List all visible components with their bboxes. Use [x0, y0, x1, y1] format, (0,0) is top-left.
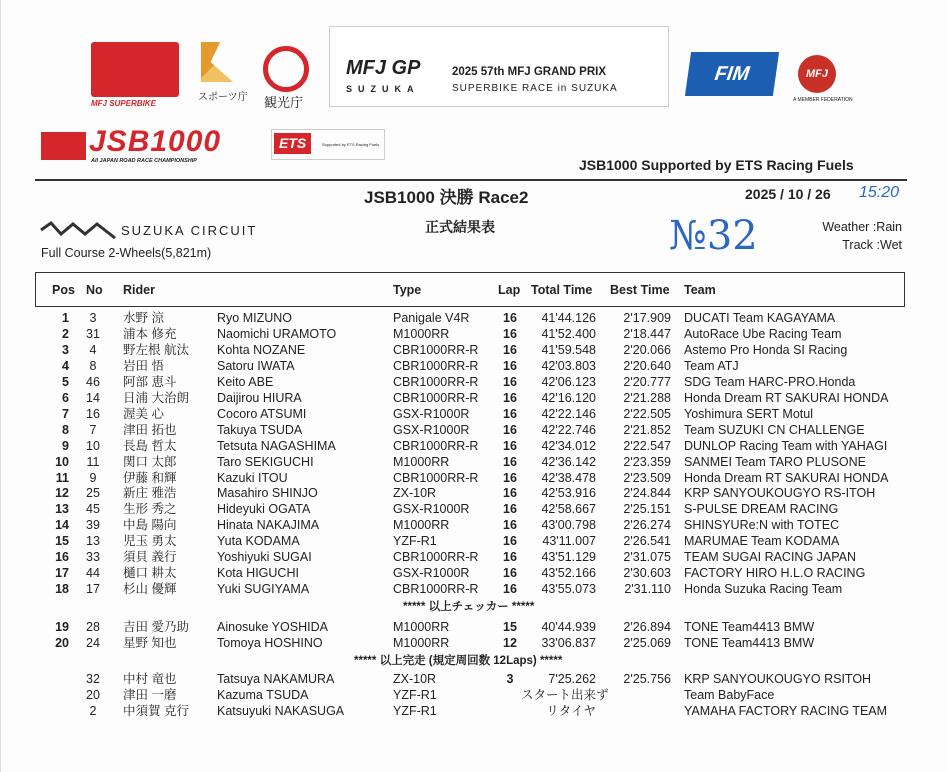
cell-team: Honda Dream RT SAKURAI HONDA: [684, 470, 889, 485]
cell-team: Honda Dream RT SAKURAI HONDA: [684, 390, 889, 405]
cell-no: 11: [86, 454, 100, 469]
fim-logo-text: FIM: [713, 63, 751, 85]
cell-en: Hideyuki OGATA: [217, 502, 311, 517]
cell-jp: 津田 拓也: [123, 422, 177, 437]
cell-no: 16: [86, 406, 100, 421]
cell-total: 40'44.939: [541, 620, 596, 634]
cell-team: Team ATJ: [684, 358, 739, 373]
table-row: [1, 375, 947, 391]
cell-type: CBR1000RR-R: [393, 342, 479, 357]
col-no: No: [86, 283, 103, 297]
cell-team: SHINSYURe:N with TOTEC: [684, 518, 840, 533]
cell-lap: 16: [503, 438, 517, 453]
cell-jp: 日浦 大治朗: [123, 390, 189, 405]
race-date: 2025 / 10 / 26: [745, 186, 831, 202]
cell-team: DUNLOP Racing Team with YAHAGI: [684, 438, 888, 453]
cell-lap: 16: [503, 358, 517, 373]
cell-best: 2'23.359: [623, 454, 671, 469]
cell-team: KRP SANYOUKOUGYO RSITOH: [684, 672, 872, 686]
suzuka-circuit-logo: [39, 220, 258, 247]
cell-en: Kohta NOZANE: [217, 342, 306, 357]
table-row: [1, 672, 947, 688]
cell-lap: 16: [503, 454, 517, 469]
cell-jp: 星野 知也: [123, 636, 177, 650]
cell-best: 2'22.547: [623, 438, 671, 453]
cell-total: 43'52.166: [541, 566, 596, 581]
cell-type: GSX-R1000R: [393, 422, 470, 437]
cell-best: 2'20.640: [623, 358, 671, 373]
cell-best: 2'21.852: [623, 422, 671, 437]
cell-best: 2'20.777: [623, 374, 671, 389]
cell-en: Yuta KODAMA: [217, 534, 300, 549]
cell-team: Astemo Pro Honda SI Racing: [684, 342, 848, 357]
cell-jp: 津田 一磨: [123, 688, 177, 702]
cell-total: 41'52.400: [541, 326, 596, 341]
sponsor-line: JSB1000 Supported by ETS Racing Fuels: [579, 157, 854, 173]
cell-pos: 16: [55, 550, 69, 565]
cell-no: 20: [86, 688, 100, 702]
cell-type: M1000RR: [393, 326, 450, 341]
cell-total: 42'22.146: [541, 406, 596, 421]
weather: Weather :Rain: [822, 220, 902, 234]
fim-logo: [685, 52, 779, 96]
cell-team: Team SUZUKI CN CHALLENGE: [684, 422, 865, 437]
table-header-box: [35, 272, 905, 307]
cell-jp: 中村 竜也: [123, 672, 177, 686]
cell-total: 42'34.012: [541, 438, 596, 453]
cell-no: 31: [86, 326, 100, 341]
cell-best: 2'25.069: [623, 636, 671, 650]
official-results-label: 正式結果表: [425, 219, 495, 235]
mfj-superbike-logo-text: MFJ SUPERBIKE: [91, 99, 156, 108]
cell-lap: 16: [503, 311, 517, 325]
cell-best: 2'30.603: [623, 566, 671, 581]
cell-best: 2'25.756: [623, 672, 671, 686]
cell-no: 3: [89, 311, 97, 325]
cell-no: 7: [89, 422, 97, 437]
cell-best: 2'17.909: [623, 311, 671, 325]
table-row: [1, 343, 947, 359]
cell-en: Masahiro SHINJO: [217, 486, 318, 501]
cell-total: 43'55.073: [541, 582, 596, 597]
cell-jp: 新庄 雅浩: [123, 486, 177, 501]
cell-pos: 1: [62, 311, 69, 325]
cell-no: 14: [86, 390, 100, 405]
event-banner: [329, 26, 669, 107]
cell-lap: 16: [503, 566, 517, 581]
cell-team: TONE Team4413 BMW: [684, 620, 815, 634]
cell-lap: 16: [503, 518, 517, 533]
cell-no: 9: [89, 470, 97, 485]
cell-best: 2'23.509: [623, 470, 671, 485]
cell-type: CBR1000RR-R: [393, 358, 479, 373]
ets-logo: [271, 129, 385, 160]
cell-pos: 8: [62, 422, 69, 437]
cell-total: 42'16.120: [541, 390, 596, 405]
cell-en: Tatsuya NAKAMURA: [217, 672, 335, 686]
cell-pos: 10: [55, 454, 69, 469]
mfj-logo-text: MFJ: [806, 68, 828, 80]
cell-lap: 12: [503, 636, 517, 650]
cell-team: Honda Suzuka Racing Team: [684, 582, 843, 597]
cell-best: 2'18.447: [623, 326, 671, 341]
cell-best: 2'26.894: [623, 620, 671, 634]
cell-lap: 16: [503, 406, 517, 421]
cell-jp: 杉山 優輝: [123, 582, 177, 597]
cell-best: 2'24.844: [623, 486, 671, 501]
cell-total: 43'51.129: [541, 550, 596, 565]
cell-jp: 須貝 義行: [123, 550, 177, 565]
cell-lap: 3: [506, 672, 514, 686]
cell-pos: 9: [62, 438, 69, 453]
cell-no: 25: [86, 486, 100, 501]
cell-en: Hinata NAKAJIMA: [217, 518, 320, 533]
cell-total: リタイヤ: [546, 704, 596, 718]
member-federation-text: A MEMBER FEDERATION: [793, 97, 853, 103]
cell-pos: 19: [55, 620, 69, 634]
cell-no: 8: [89, 358, 97, 373]
cell-best: 2'22.505: [623, 406, 671, 421]
cell-type: M1000RR: [393, 454, 450, 469]
table-row: [1, 359, 947, 375]
cell-lap: 16: [503, 550, 517, 565]
stamp-number: №32: [669, 213, 758, 259]
col-team: Team: [684, 283, 716, 297]
cell-best: 2'26.274: [623, 518, 671, 533]
header-rule: [35, 179, 907, 181]
cell-team: YAMAHA FACTORY RACING TEAM: [684, 704, 888, 718]
ets-logo-text: ETS: [274, 133, 311, 154]
cell-en: Cocoro ATSUMI: [217, 406, 307, 421]
cell-team: KRP SANYOUKOUGYO RS-ITOH: [684, 486, 876, 501]
suzuka-circuit-text: SUZUKA CIRCUIT: [121, 223, 258, 238]
cell-team: TONE Team4413 BMW: [684, 636, 815, 650]
cell-total: 42'03.803: [541, 358, 596, 373]
cell-no: 4: [89, 342, 97, 357]
cell-type: CBR1000RR-R: [393, 550, 479, 565]
cell-lap: 16: [503, 374, 517, 389]
cell-type: CBR1000RR-R: [393, 374, 479, 389]
jsb1000-logo: JSB1000: [89, 125, 222, 158]
cell-type: ZX-10R: [393, 486, 437, 501]
cell-type: Panigale V4R: [393, 311, 470, 325]
table-row: [1, 439, 947, 455]
cell-best: 2'25.151: [623, 502, 671, 517]
cell-team: TEAM SUGAI RACING JAPAN: [684, 550, 857, 565]
col-pos: Pos: [52, 283, 75, 297]
cell-jp: 児玉 勇太: [123, 534, 177, 549]
mfj-logo: [798, 55, 836, 93]
cell-lap: 16: [503, 470, 517, 485]
cell-en: Taro SEKIGUCHI: [217, 454, 314, 469]
cell-no: 17: [86, 582, 100, 597]
cell-total: 42'22.746: [541, 422, 596, 437]
checker-note: ***** 以上チェッカー *****: [403, 601, 535, 613]
cell-pos: 14: [55, 518, 69, 533]
cell-type: ZX-10R: [393, 672, 437, 686]
table-row: [1, 327, 947, 343]
cell-jp: 樋口 耕太: [123, 566, 177, 581]
col-rider: Rider: [123, 283, 155, 297]
cell-jp: 野左根 航汰: [123, 342, 189, 357]
cell-jp: 岩田 悟: [123, 358, 164, 373]
table-row: [1, 502, 947, 518]
cell-lap: 16: [503, 326, 517, 341]
cell-pos: 4: [62, 358, 69, 373]
cell-no: 2: [89, 704, 97, 718]
cell-jp: 生形 秀之: [123, 502, 177, 517]
finish-note: ***** 以上完走 (規定周回数 12Laps) *****: [354, 655, 563, 667]
cell-team: AutoRace Ube Racing Team: [684, 326, 842, 341]
cell-jp: 長島 哲太: [123, 438, 177, 453]
cell-best: 2'26.541: [623, 534, 671, 549]
cell-type: CBR1000RR-R: [393, 390, 479, 405]
cell-pos: 20: [55, 636, 69, 650]
cell-total: 43'00.798: [541, 518, 596, 533]
cell-no: 28: [86, 620, 100, 634]
mfjgp-logo: MFJ GP: [346, 57, 421, 79]
cell-no: 45: [86, 502, 100, 517]
cell-type: M1000RR: [393, 636, 450, 650]
sports-agency-logo: [201, 42, 233, 82]
cell-pos: 3: [62, 342, 69, 357]
cell-no: 39: [86, 518, 100, 533]
cell-type: CBR1000RR-R: [393, 438, 479, 453]
cell-jp: 渥美 心: [123, 406, 164, 421]
cell-pos: 12: [55, 486, 69, 501]
cell-no: 10: [86, 438, 100, 453]
cell-type: GSX-R1000R: [393, 566, 470, 581]
table-row: [1, 391, 947, 407]
cell-type: GSX-R1000R: [393, 502, 470, 517]
cell-no: 24: [86, 636, 100, 650]
cell-total: 41'59.548: [541, 342, 596, 357]
col-lap: Lap: [498, 283, 521, 297]
cell-en: Naomichi URAMOTO: [217, 326, 337, 341]
cell-team: S-PULSE DREAM RACING: [684, 502, 839, 517]
cell-pos: 2: [62, 326, 69, 341]
cell-en: Takuya TSUDA: [217, 422, 303, 437]
cell-en: Yuki SUGIYAMA: [217, 582, 310, 597]
cell-en: Daijirou HIURA: [217, 390, 302, 405]
table-row: [1, 582, 947, 598]
cell-best: 2'21.288: [623, 390, 671, 405]
cell-type: YZF-R1: [393, 688, 437, 702]
cell-en: Kota HIGUCHI: [217, 566, 299, 581]
cell-best: 2'20.066: [623, 342, 671, 357]
cell-en: Satoru IWATA: [217, 358, 295, 373]
table-row: [1, 471, 947, 487]
col-total: Total Time: [531, 283, 593, 297]
cell-pos: 7: [62, 406, 69, 421]
cell-en: Kazuma TSUDA: [217, 688, 309, 702]
table-row: [1, 636, 947, 652]
cell-type: CBR1000RR-R: [393, 470, 479, 485]
cell-type: M1000RR: [393, 620, 450, 634]
cell-type: M1000RR: [393, 518, 450, 533]
cell-no: 13: [86, 534, 100, 549]
cell-lap: 16: [503, 342, 517, 357]
cell-jp: 関口 太郎: [123, 454, 177, 469]
cell-lap: 16: [503, 534, 517, 549]
cell-best: 2'31.110: [624, 582, 671, 597]
cell-total: 7'25.262: [548, 672, 596, 686]
event-subtitle: SUPERBIKE RACE in SUZUKA: [452, 83, 618, 94]
cell-type: YZF-R1: [393, 534, 437, 549]
cell-pos: 6: [62, 390, 69, 405]
cell-jp: 阿部 恵斗: [123, 374, 177, 389]
cell-total: 43'11.007: [542, 534, 596, 549]
cell-pos: 15: [55, 534, 69, 549]
cell-total: 42'58.667: [541, 502, 596, 517]
col-type: Type: [393, 283, 422, 297]
table-row: [1, 455, 947, 471]
cell-en: Ryo MIZUNO: [217, 311, 292, 325]
suzuka-track-icon: [39, 220, 119, 242]
cell-no: 33: [86, 550, 100, 565]
table-row: [1, 486, 947, 502]
cell-lap: 16: [503, 422, 517, 437]
cell-total: 33'06.837: [541, 636, 596, 650]
race-title: JSB1000 決勝 Race2: [364, 188, 529, 207]
track-condition: Track :Wet: [842, 238, 902, 252]
cell-jp: 吉田 愛乃助: [123, 620, 189, 634]
table-row: [1, 566, 947, 582]
cell-pos: 18: [55, 582, 69, 597]
cell-type: GSX-R1000R: [393, 406, 470, 421]
cell-team: Yoshimura SERT Motul: [684, 406, 813, 421]
cell-pos: 11: [55, 470, 69, 485]
cell-en: Katsuyuki NAKASUGA: [217, 704, 345, 718]
col-best: Best Time: [610, 283, 670, 297]
cell-lap: 16: [503, 502, 517, 517]
cell-lap: 16: [503, 486, 517, 501]
cell-type: YZF-R1: [393, 704, 437, 718]
cell-team: Team BabyFace: [684, 688, 775, 702]
cell-en: Tetsuta NAGASHIMA: [217, 438, 336, 453]
cell-total: 42'38.478: [541, 470, 596, 485]
cell-team: FACTORY HIRO H.L.O RACING: [684, 566, 866, 581]
mfj-superbike-logo: [91, 42, 179, 97]
cell-jp: 中島 陽向: [123, 518, 177, 533]
sports-agency-text: スポーツ庁: [198, 92, 248, 103]
table-row: [1, 688, 947, 704]
table-row: [1, 550, 947, 566]
cell-total: 41'44.126: [541, 311, 596, 325]
ets-logo-sub: Supported by ETS Racing Fuels: [322, 142, 380, 147]
cell-jp: 中須賀 克行: [123, 704, 189, 718]
course-info: Full Course 2-Wheels(5,821m): [41, 246, 212, 260]
table-row: [1, 311, 947, 327]
cell-jp: 伊藤 和輝: [123, 470, 177, 485]
table-row: [1, 407, 947, 423]
cell-team: MARUMAE Team KODAMA: [684, 534, 840, 549]
cell-pos: 17: [55, 566, 69, 581]
cell-pos: 13: [55, 502, 69, 517]
cell-no: 32: [86, 672, 100, 686]
cell-lap: 15: [503, 620, 517, 634]
cell-no: 44: [86, 566, 100, 581]
cell-en: Keito ABE: [217, 374, 274, 389]
cell-en: Kazuki ITOU: [217, 470, 288, 485]
jsb1000-logo-sub: All JAPAN ROAD RACE CHAMPIONSHIP: [91, 158, 197, 164]
table-row: [1, 534, 947, 550]
mfjgp-sub: SUZUKA: [346, 84, 420, 94]
cell-team: SANMEI Team TARO PLUSONE: [684, 454, 866, 469]
table-row: [1, 704, 947, 720]
event-title: 2025 57th MFJ GRAND PRIX: [452, 66, 607, 78]
cell-total: 42'36.142: [541, 454, 596, 469]
cell-total: 42'06.123: [541, 374, 596, 389]
cell-jp: 水野 涼: [123, 311, 164, 325]
cell-team: SDG Team HARC-PRO.Honda: [684, 374, 856, 389]
tourism-agency-text: 観光庁: [264, 95, 304, 110]
tourism-agency-logo: [263, 46, 309, 92]
cell-pos: 5: [62, 374, 69, 389]
cell-jp: 浦本 修充: [123, 326, 177, 341]
cell-team: DUCATI Team KAGAYAMA: [684, 311, 836, 325]
cell-best: 2'31.075: [623, 550, 671, 565]
cell-total: スタート出来ず: [521, 688, 609, 702]
cell-en: Yoshiyuki SUGAI: [217, 550, 312, 565]
cell-type: CBR1000RR-R: [393, 582, 479, 597]
table-row: [1, 620, 947, 636]
cell-no: 46: [86, 374, 100, 389]
table-row: [1, 423, 947, 439]
cell-en: Tomoya HOSHINO: [217, 636, 323, 650]
cell-total: 42'53.916: [541, 486, 596, 501]
handwritten-time: 15:20: [859, 184, 900, 201]
cell-lap: 16: [503, 582, 517, 597]
cell-en: Ainosuke YOSHIDA: [217, 620, 328, 634]
jsb-rider-logo: [41, 132, 86, 160]
table-row: [1, 518, 947, 534]
cell-lap: 16: [503, 390, 517, 405]
